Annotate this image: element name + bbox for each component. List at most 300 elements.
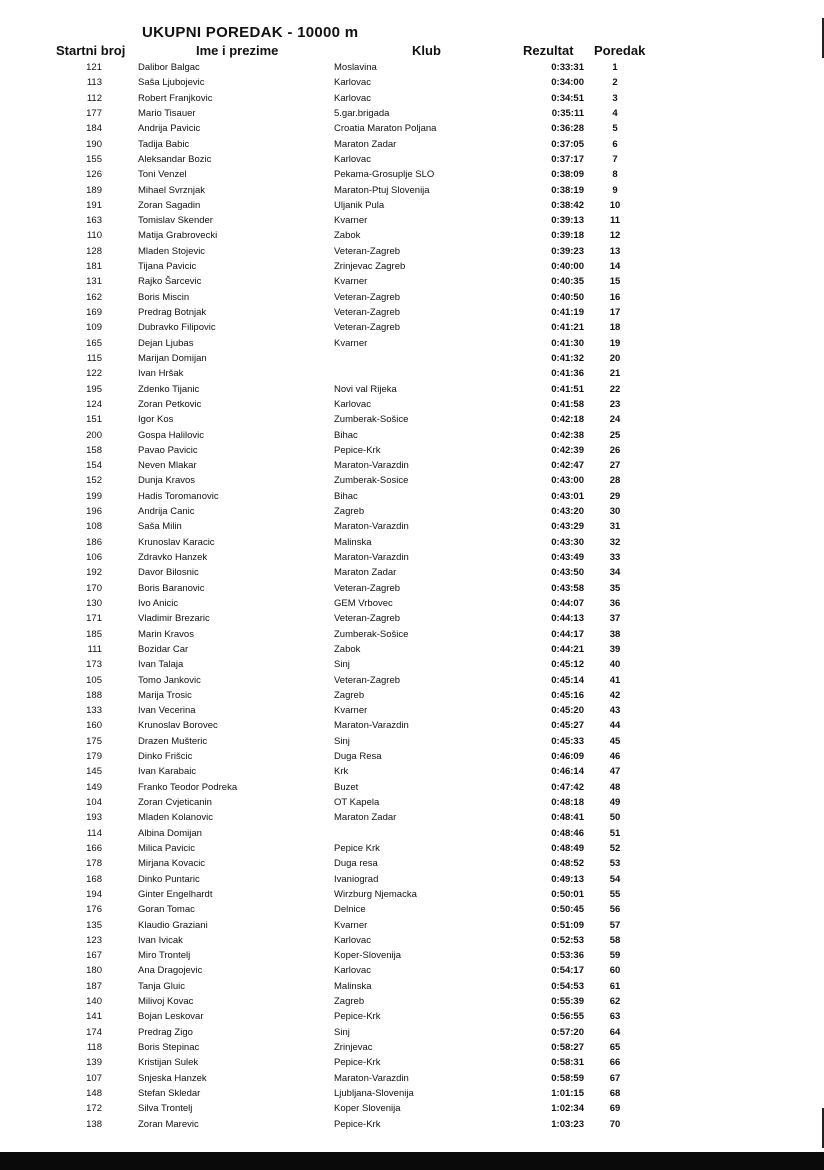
- cell-bib: 113: [86, 77, 102, 89]
- cell-result: 0:41:30: [551, 337, 584, 349]
- table-row: [0, 1072, 824, 1087]
- cell-result: 0:45:27: [551, 720, 584, 732]
- cell-name: Matija Grabrovecki: [138, 230, 218, 242]
- cell-club: Kvarner: [334, 337, 368, 349]
- cell-name: Bozidar Car: [138, 643, 189, 655]
- cell-name: Klaudio Graziani: [138, 919, 208, 931]
- cell-bib: 167: [86, 950, 102, 962]
- table-row: [0, 474, 824, 489]
- cell-club: Duga resa: [334, 858, 378, 870]
- cell-club: Veteran-Zagreb: [334, 245, 401, 257]
- cell-name: Ivo Anicic: [138, 597, 179, 609]
- cell-result: 0:49:13: [551, 873, 584, 885]
- cell-name: Bojan Leskovar: [138, 1011, 204, 1023]
- cell-place: 57: [609, 919, 621, 931]
- cell-club: Veteran-Zagreb: [334, 322, 401, 334]
- table-row: [0, 873, 824, 888]
- cell-result: 0:43:50: [551, 567, 584, 579]
- cell-club: Krk: [334, 766, 349, 778]
- cell-name: Neven Mlakar: [138, 460, 197, 472]
- cell-name: Ginter Engelhardt: [138, 888, 213, 900]
- cell-result: 0:36:28: [551, 123, 584, 135]
- table-row: [0, 429, 824, 444]
- table-row: [0, 551, 824, 566]
- cell-place: 3: [612, 92, 618, 104]
- cell-bib: 130: [86, 597, 102, 609]
- cell-name: Mladen Kolanovic: [138, 812, 213, 824]
- table-row: [0, 827, 824, 842]
- table-row: [0, 306, 824, 321]
- cell-bib: 185: [86, 628, 102, 640]
- cell-name: Ana Dragojevic: [138, 965, 203, 977]
- table-row: [0, 1118, 824, 1133]
- cell-name: Ivan Ivicak: [138, 934, 183, 946]
- cell-club: GEM Vrbovec: [334, 597, 393, 609]
- cell-place: 59: [609, 950, 621, 962]
- cell-bib: 105: [86, 674, 102, 686]
- page-title: UKUPNI POREDAK - 10000 m: [142, 24, 359, 41]
- table-row: [0, 888, 824, 903]
- cell-name: Predrag Botnjak: [138, 307, 207, 318]
- cell-club: Maraton-Varazdin: [334, 552, 409, 563]
- cell-club: Sinj: [334, 1026, 350, 1038]
- cell-name: Krunoslav Karacic: [138, 536, 215, 548]
- cell-bib: 104: [86, 797, 102, 808]
- cell-club: Zabok: [334, 643, 361, 655]
- cell-place: 16: [609, 291, 621, 303]
- table-row: [0, 964, 824, 979]
- cell-name: Miro Trontelj: [138, 950, 191, 962]
- cell-place: 8: [612, 169, 618, 181]
- cell-club: Duga Resa: [334, 751, 382, 763]
- cell-name: Igor Kos: [138, 414, 174, 426]
- table-row: [0, 153, 824, 168]
- cell-club: Pepice-Krk: [334, 444, 381, 456]
- table-row: [0, 934, 824, 949]
- cell-bib: 158: [86, 444, 102, 456]
- cell-result: 0:33:31: [551, 62, 584, 73]
- cell-result: 0:43:30: [551, 536, 584, 548]
- results-table: [0, 61, 824, 1133]
- cell-name: Zoran Marevic: [138, 1118, 199, 1130]
- cell-bib: 139: [86, 1057, 102, 1069]
- cell-result: 0:53:36: [551, 950, 584, 962]
- table-row: [0, 980, 824, 995]
- cell-place: 41: [609, 674, 621, 686]
- cell-result: 0:39:13: [551, 215, 584, 227]
- cell-result: 0:41:19: [551, 307, 584, 318]
- cell-club: Pepice-Krk: [334, 1118, 381, 1130]
- cell-name: Dunja Kravos: [138, 475, 196, 487]
- cell-bib: 186: [86, 536, 102, 548]
- cell-bib: 195: [86, 383, 102, 395]
- cell-result: 0:48:41: [551, 812, 584, 824]
- cell-place: 62: [609, 996, 621, 1008]
- cell-result: 0:38:19: [551, 184, 584, 196]
- cell-result: 1:03:23: [551, 1118, 584, 1130]
- cell-name: Milica Pavicic: [138, 842, 196, 854]
- cell-bib: 162: [86, 291, 102, 303]
- cell-club: Veteran-Zagreb: [334, 307, 401, 318]
- cell-bib: 173: [86, 659, 102, 671]
- table-row: [0, 628, 824, 643]
- cell-club: Maraton Zadar: [334, 812, 397, 824]
- cell-name: Ivan Vecerina: [138, 705, 196, 717]
- cell-bib: 111: [87, 643, 102, 655]
- cell-name: Dinko Puntaric: [138, 873, 200, 885]
- table-row: [0, 413, 824, 428]
- cell-place: 29: [609, 490, 621, 502]
- cell-place: 39: [609, 643, 621, 655]
- table-row: [0, 275, 824, 290]
- cell-result: 0:46:14: [551, 766, 584, 778]
- cell-club: Pepice Krk: [334, 842, 380, 854]
- cell-name: Robert Franjkovic: [138, 92, 213, 104]
- cell-place: 26: [609, 444, 621, 456]
- table-row: [0, 842, 824, 857]
- cell-result: 0:45:14: [551, 674, 584, 686]
- table-row: [0, 704, 824, 719]
- cell-result: 0:37:05: [551, 138, 584, 150]
- cell-place: 10: [609, 199, 621, 211]
- table-row: [0, 490, 824, 505]
- cell-club: Kvarner: [334, 705, 368, 717]
- cell-club: Koper-Slovenija: [334, 950, 402, 962]
- cell-name: Marija Trosic: [138, 689, 192, 701]
- table-row: [0, 199, 824, 214]
- table-row: [0, 138, 824, 153]
- cell-result: 0:45:20: [551, 705, 584, 717]
- cell-place: 21: [609, 368, 621, 380]
- cell-place: 47: [609, 766, 621, 778]
- cell-club: Karlovac: [334, 398, 371, 410]
- cell-result: 0:42:18: [551, 414, 584, 426]
- cell-result: 0:43:58: [551, 582, 584, 594]
- table-row: [0, 459, 824, 474]
- cell-bib: 172: [86, 1103, 102, 1115]
- cell-result: 0:54:53: [551, 980, 584, 992]
- cell-place: 23: [609, 398, 621, 410]
- cell-club: Maraton Zadar: [334, 567, 397, 579]
- table-row: [0, 674, 824, 689]
- cell-result: 0:58:59: [551, 1072, 584, 1084]
- cell-bib: 141: [86, 1011, 102, 1023]
- cell-name: Silva Trontelj: [138, 1103, 193, 1115]
- table-row: [0, 1056, 824, 1071]
- cell-place: 7: [612, 153, 618, 165]
- cell-club: Zumberak-Sošice: [334, 414, 409, 426]
- cell-club: Karlovac: [334, 965, 371, 977]
- cell-place: 51: [609, 827, 621, 839]
- cell-place: 31: [609, 521, 621, 533]
- cell-bib: 187: [86, 980, 102, 992]
- cell-place: 12: [609, 230, 621, 242]
- table-row: [0, 168, 824, 183]
- cell-name: Stefan Skledar: [138, 1087, 201, 1099]
- cell-place: 56: [609, 904, 621, 916]
- cell-name: Andrija Pavicic: [138, 123, 201, 135]
- table-row: [0, 291, 824, 306]
- cell-bib: 126: [86, 169, 102, 181]
- cell-club: Ljubljana-Slovenija: [334, 1087, 414, 1099]
- cell-result: 0:54:17: [551, 965, 584, 977]
- cell-bib: 188: [86, 689, 102, 701]
- cell-result: 0:50:45: [551, 904, 584, 916]
- cell-name: Tadija Babic: [138, 138, 190, 150]
- cell-result: 0:41:58: [551, 398, 584, 410]
- cell-bib: 160: [86, 720, 102, 732]
- cell-result: 0:34:00: [551, 77, 584, 89]
- cell-club: Veteran-Zagreb: [334, 613, 401, 625]
- cell-place: 1: [612, 62, 618, 73]
- table-row: [0, 857, 824, 872]
- cell-club: Ivaniograd: [334, 873, 379, 885]
- cell-result: 0:35:11: [551, 107, 584, 119]
- cell-place: 46: [609, 751, 621, 763]
- cell-club: OT Kapela: [334, 797, 380, 808]
- cell-result: 0:44:17: [551, 628, 584, 640]
- cell-place: 18: [609, 322, 621, 334]
- cell-result: 0:43:49: [551, 552, 584, 563]
- cell-place: 70: [609, 1118, 621, 1130]
- table-row: [0, 229, 824, 244]
- cell-bib: 177: [86, 107, 102, 119]
- cell-result: 0:41:51: [551, 383, 584, 395]
- table-row: [0, 107, 824, 122]
- table-row: [0, 597, 824, 612]
- table-row: [0, 750, 824, 765]
- cell-name: Toni Venzel: [138, 169, 187, 181]
- cell-club: Karlovac: [334, 92, 371, 104]
- cell-club: Buzet: [334, 781, 359, 793]
- cell-result: 0:47:42: [551, 781, 584, 793]
- cell-name: Marin Kravos: [138, 628, 194, 640]
- cell-result: 0:40:00: [551, 261, 584, 273]
- cell-name: Aleksandar Bozic: [138, 153, 212, 165]
- table-row: [0, 184, 824, 199]
- cell-name: Boris Miscin: [138, 291, 190, 303]
- cell-place: 48: [609, 781, 621, 793]
- table-row: [0, 643, 824, 658]
- table-row: [0, 92, 824, 107]
- cell-result: 0:48:46: [551, 827, 584, 839]
- cell-name: Tijana Pavicic: [138, 261, 197, 273]
- cell-bib: 124: [86, 398, 102, 410]
- table-row: [0, 781, 824, 796]
- table-row: [0, 1102, 824, 1117]
- cell-bib: 110: [86, 230, 102, 242]
- cell-place: 38: [609, 628, 621, 640]
- cell-result: 0:56:55: [551, 1011, 584, 1023]
- cell-place: 20: [609, 352, 621, 364]
- cell-place: 19: [609, 337, 621, 349]
- cell-result: 0:40:50: [551, 291, 584, 303]
- table-row: [0, 765, 824, 780]
- cell-bib: 169: [86, 307, 102, 318]
- cell-result: 0:41:36: [551, 368, 584, 380]
- cell-club: Pepice-Krk: [334, 1011, 381, 1023]
- cell-place: 11: [609, 215, 621, 227]
- table-row: [0, 796, 824, 811]
- cell-result: 0:42:38: [551, 429, 584, 441]
- cell-name: Goran Tomac: [138, 904, 195, 916]
- cell-club: Zagreb: [334, 996, 365, 1008]
- table-row: [0, 1026, 824, 1041]
- cell-club: Kvarner: [334, 276, 368, 288]
- cell-place: 5: [612, 123, 618, 135]
- cell-place: 69: [609, 1103, 621, 1115]
- cell-result: 0:34:51: [551, 92, 584, 104]
- cell-name: Zdenko Tijanic: [138, 383, 200, 395]
- table-row: [0, 214, 824, 229]
- cell-bib: 191: [86, 199, 102, 211]
- cell-place: 27: [609, 460, 621, 472]
- cell-place: 33: [609, 552, 621, 563]
- table-row: [0, 245, 824, 260]
- cell-club: Maraton Zadar: [334, 138, 397, 150]
- cell-club: Zumberak-Sosice: [334, 475, 409, 487]
- cell-bib: 122: [86, 368, 102, 380]
- cell-club: Maraton-Varazdin: [334, 460, 409, 472]
- cell-place: 60: [609, 965, 621, 977]
- cell-club: Zagreb: [334, 689, 365, 701]
- header-bib: Startni broj: [56, 43, 126, 58]
- cell-place: 30: [609, 506, 621, 518]
- cell-club: Kvarner: [334, 215, 368, 227]
- cell-club: Malinska: [334, 980, 372, 992]
- cell-result: 0:43:29: [551, 521, 584, 533]
- cell-club: Karlovac: [334, 153, 371, 165]
- scan-bottom-bar: [0, 1152, 824, 1170]
- cell-club: Veteran-Zagreb: [334, 291, 401, 303]
- cell-club: Bihac: [334, 429, 358, 441]
- cell-club: Malinska: [334, 536, 372, 548]
- cell-place: 52: [609, 842, 621, 854]
- cell-bib: 148: [86, 1087, 102, 1099]
- cell-name: Zdravko Hanzek: [138, 552, 208, 563]
- cell-result: 0:57:20: [551, 1026, 584, 1038]
- cell-place: 61: [609, 980, 621, 992]
- cell-result: 0:48:49: [551, 842, 584, 854]
- cell-bib: 106: [86, 552, 102, 563]
- cell-result: 0:48:52: [551, 858, 584, 870]
- cell-place: 54: [609, 873, 621, 885]
- cell-bib: 166: [86, 842, 102, 854]
- cell-result: 0:38:42: [551, 199, 584, 211]
- table-row: [0, 903, 824, 918]
- cell-bib: 131: [86, 276, 102, 288]
- cell-bib: 149: [86, 781, 102, 793]
- table-row: [0, 260, 824, 275]
- cell-result: 0:50:01: [551, 888, 584, 900]
- cell-name: Franko Teodor Podreka: [138, 781, 238, 793]
- cell-result: 0:44:21: [551, 643, 584, 655]
- table-row: [0, 919, 824, 934]
- cell-place: 50: [609, 812, 621, 824]
- cell-result: 0:43:00: [551, 475, 584, 487]
- cell-place: 34: [609, 567, 621, 579]
- cell-name: Tanja Gluic: [138, 980, 185, 992]
- cell-club: Veteran-Zagreb: [334, 582, 401, 594]
- cell-name: Tomislav Skender: [138, 215, 213, 227]
- cell-bib: 190: [86, 138, 102, 150]
- cell-result: 0:44:13: [551, 613, 584, 625]
- table-row: [0, 321, 824, 336]
- cell-club: Novi val Rijeka: [334, 383, 397, 395]
- cell-bib: 199: [86, 490, 102, 502]
- table-row: [0, 337, 824, 352]
- cell-result: 0:45:16: [551, 689, 584, 701]
- cell-bib: 175: [86, 735, 102, 747]
- header-club: Klub: [412, 43, 441, 58]
- table-row: [0, 566, 824, 581]
- cell-bib: 179: [86, 751, 102, 763]
- cell-name: Ivan Hršak: [138, 368, 184, 380]
- cell-bib: 151: [86, 414, 102, 426]
- cell-name: Albina Domijan: [138, 827, 202, 839]
- cell-result: 0:58:31: [551, 1057, 584, 1069]
- cell-place: 40: [609, 659, 621, 671]
- cell-name: Mario Tisauer: [138, 107, 196, 119]
- cell-name: Predrag Zigo: [138, 1026, 193, 1038]
- cell-club: Zrinjevac Zagreb: [334, 261, 406, 273]
- header-name: Ime i prezime: [196, 43, 279, 58]
- cell-name: Pavao Pavicic: [138, 444, 198, 456]
- table-row: [0, 995, 824, 1010]
- cell-result: 1:01:15: [551, 1087, 584, 1099]
- cell-name: Ivan Talaja: [138, 659, 184, 671]
- cell-place: 58: [609, 934, 621, 946]
- cell-result: 0:45:33: [551, 735, 584, 747]
- cell-place: 28: [609, 475, 621, 487]
- cell-place: 49: [609, 797, 621, 808]
- cell-name: Zoran Petkovic: [138, 398, 202, 410]
- cell-result: 0:39:18: [551, 230, 584, 242]
- cell-place: 17: [609, 307, 621, 318]
- cell-bib: 135: [86, 919, 102, 931]
- table-row: [0, 582, 824, 597]
- cell-club: Maraton-Varazdin: [334, 1072, 409, 1084]
- cell-bib: 194: [86, 888, 102, 900]
- cell-name: Saša Milin: [138, 521, 182, 533]
- cell-place: 66: [609, 1057, 621, 1069]
- cell-bib: 121: [86, 62, 102, 73]
- table-row: [0, 612, 824, 627]
- cell-bib: 152: [86, 475, 102, 487]
- cell-bib: 145: [86, 766, 102, 778]
- header-result: Rezultat: [523, 43, 574, 58]
- table-row: [0, 1041, 824, 1056]
- cell-result: 0:45:12: [551, 659, 584, 671]
- table-row: [0, 811, 824, 826]
- cell-place: 6: [612, 138, 618, 150]
- cell-club: Zumberak-Sošice: [334, 628, 409, 640]
- cell-place: 45: [609, 735, 621, 747]
- cell-bib: 128: [86, 245, 102, 257]
- cell-place: 25: [609, 429, 621, 441]
- cell-result: 0:43:01: [551, 490, 584, 502]
- cell-result: 0:46:09: [551, 751, 584, 763]
- cell-result: 0:55:39: [551, 996, 584, 1008]
- table-row: [0, 367, 824, 382]
- cell-bib: 200: [86, 429, 102, 441]
- cell-club: 5.gar.brigada: [334, 107, 390, 119]
- cell-name: Rajko Šarcevic: [138, 276, 202, 288]
- cell-name: Hadis Toromanovic: [138, 490, 219, 502]
- cell-club: Maraton-Varazdin: [334, 521, 409, 533]
- cell-place: 35: [609, 582, 621, 594]
- cell-bib: 192: [86, 567, 102, 579]
